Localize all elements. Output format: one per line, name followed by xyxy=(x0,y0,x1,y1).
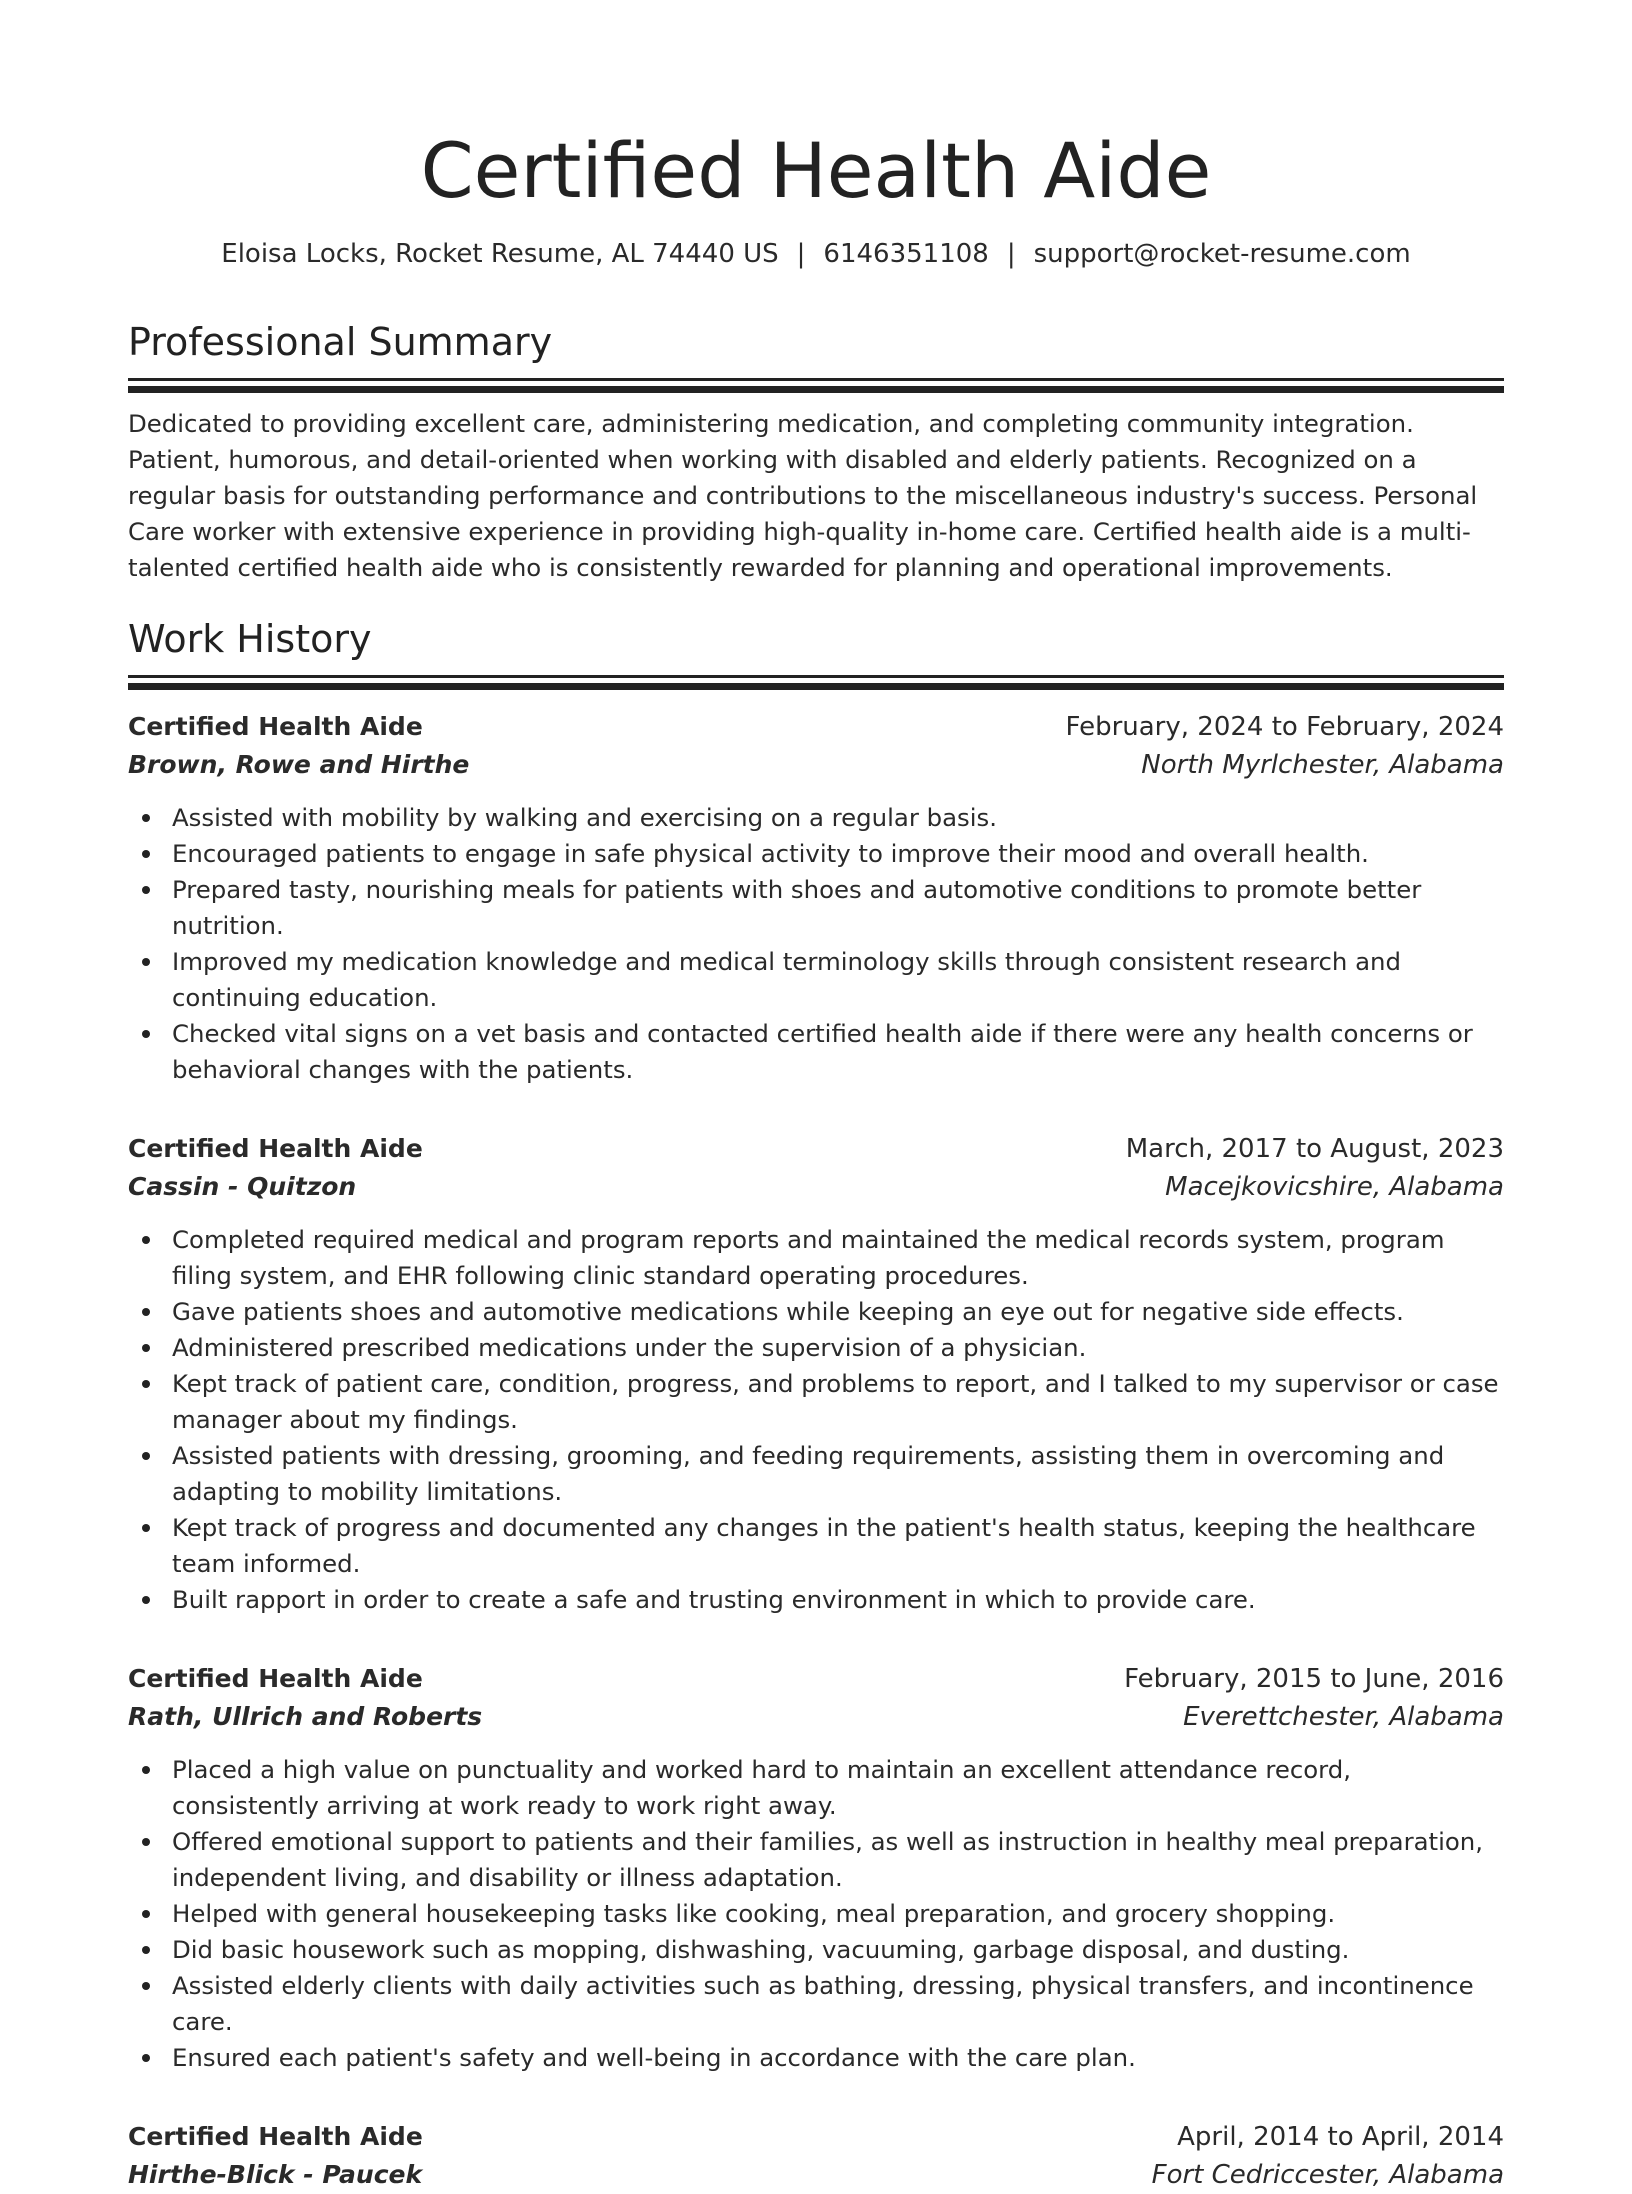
bullet-icon xyxy=(142,1380,150,1388)
job-bullet-text: Placed a high value on punctuality and worked hard to maintain an excellent attendance record, consistently arriving at work ready to work right away. xyxy=(172,1755,1352,1820)
work-history-section xyxy=(128,616,1504,2194)
job-bullet-text: Offered emotional support to patients and their families, as well as instruction in healthy meal preparation, independent living, and disability or illness adaptation. xyxy=(172,1827,1484,1892)
job-bullet-text: Built rapport in order to create a safe and trusting environment in which to provide care. xyxy=(172,1585,1256,1614)
job-title: Certified Health Aide xyxy=(128,2122,423,2151)
bullet-icon xyxy=(142,1030,150,1038)
bullet-icon xyxy=(142,1452,150,1460)
job-header-row xyxy=(128,1660,1504,1698)
contact-separator: | xyxy=(1006,239,1016,269)
job-bullet xyxy=(172,1366,1504,1438)
professional-summary-section xyxy=(128,319,1504,586)
job-bullet-text: Assisted with mobility by walking and exercising on a regular basis. xyxy=(172,803,997,832)
job-bullet xyxy=(172,1510,1504,1582)
job-employer-row xyxy=(128,2156,1504,2194)
job-location: Everettchester, Alabama xyxy=(1183,1702,1504,1732)
job-employer: Brown, Rowe and Hirthe xyxy=(128,750,470,779)
section-heading: Professional Summary xyxy=(128,320,553,364)
bullet-icon xyxy=(142,1910,150,1918)
contact-phone: 6146351108 xyxy=(823,239,989,269)
job-employer: Cassin - Quitzon xyxy=(128,1172,357,1201)
job-bullet-text: Kept track of patient care, condition, progress, and problems to report, and I talked to my supervisor or case manager about my findings. xyxy=(172,1369,1499,1434)
job-dates: February, 2024 to February, 2024 xyxy=(1065,712,1504,742)
job-bullet-text: Assisted elderly clients with daily activities such as bathing, dressing, physical transfers, and incontinence care. xyxy=(172,1971,1474,2036)
bullet-icon xyxy=(142,1982,150,1990)
section-divider xyxy=(128,378,1504,381)
job-entry xyxy=(128,708,1504,1088)
section-divider xyxy=(128,675,1504,678)
job-bullet xyxy=(172,1752,1504,1824)
bullet-icon xyxy=(142,886,150,894)
job-bullet-list xyxy=(128,1222,1504,1618)
bullet-icon xyxy=(142,1946,150,1954)
job-employer: Rath, Ullrich and Roberts xyxy=(128,1702,483,1731)
job-bullet-text: Prepared tasty, nourishing meals for patients with shoes and automotive conditions to promote better nutrition. xyxy=(172,875,1422,940)
job-dates: April, 2014 to April, 2014 xyxy=(1177,2122,1504,2152)
job-bullet-text: Did basic housework such as mopping, dishwashing, vacuuming, garbage disposal, and dusting. xyxy=(172,1935,1350,1964)
bullet-icon xyxy=(142,1596,150,1604)
job-header-row xyxy=(128,1130,1504,1168)
bullet-icon xyxy=(142,850,150,858)
bullet-icon xyxy=(142,814,150,822)
job-bullet-text: Gave patients shoes and automotive medications while keeping an eye out for negative side effects. xyxy=(172,1297,1404,1326)
job-employer: Hirthe-Blick - Paucek xyxy=(128,2160,423,2189)
job-dates: March, 2017 to August, 2023 xyxy=(1125,1134,1504,1164)
section-divider-thick xyxy=(128,683,1504,690)
contact-line xyxy=(128,237,1504,271)
job-header-row xyxy=(128,708,1504,746)
bullet-icon xyxy=(142,2054,150,2062)
job-title: Certified Health Aide xyxy=(128,1664,423,1693)
job-bullet-text: Helped with general housekeeping tasks like cooking, meal preparation, and grocery shopping. xyxy=(172,1899,1336,1928)
job-location: North Myrlchester, Alabama xyxy=(1141,750,1504,780)
job-list xyxy=(128,708,1504,2194)
job-title: Certified Health Aide xyxy=(128,712,423,741)
job-entry xyxy=(128,2118,1504,2194)
job-bullet xyxy=(172,872,1504,944)
job-bullet xyxy=(172,1968,1504,2040)
job-bullet xyxy=(172,1330,1504,1366)
job-dates: February, 2015 to June, 2016 xyxy=(1124,1664,1504,1694)
job-bullet-text: Ensured each patient's safety and well-being in accordance with the care plan. xyxy=(172,2043,1136,2072)
bullet-icon xyxy=(142,958,150,966)
job-bullet-text: Encouraged patients to engage in safe physical activity to improve their mood and overall health. xyxy=(172,839,1369,868)
contact-separator: | xyxy=(796,239,806,269)
contact-address: Eloisa Locks, Rocket Resume, AL 74440 US xyxy=(221,239,779,269)
job-employer-row xyxy=(128,1698,1504,1736)
job-bullet xyxy=(172,1896,1504,1932)
job-bullet xyxy=(172,1932,1504,1968)
job-location: Fort Cedriccester, Alabama xyxy=(1151,2160,1504,2190)
job-bullet xyxy=(172,2040,1504,2076)
job-employer-row xyxy=(128,1168,1504,1206)
bullet-icon xyxy=(142,1838,150,1846)
job-header-row xyxy=(128,2118,1504,2156)
bullet-icon xyxy=(142,1344,150,1352)
job-bullet xyxy=(172,836,1504,872)
summary-text: Dedicated to providing excellent care, administering medication, and completing community integration. Patient, humorous, and detail-oriented when working with disabled and elderly patients. Recognized on a regular basis for outstanding performance and contributions to the miscellaneous industry's success. Personal Care worker with extensive experience in providing high-quality in-home care. Certified health aide is a multi-talented certified health aide who is consistently rewarded for planning and operational improvements. xyxy=(128,409,1478,582)
job-bullet xyxy=(172,944,1504,1016)
bullet-icon xyxy=(142,1236,150,1244)
job-bullet-text: Checked vital signs on a vet basis and contacted certified health aide if there were any health concerns or behavioral changes with the patients. xyxy=(172,1019,1473,1084)
resume-page xyxy=(128,0,1504,2194)
job-bullet-list xyxy=(128,800,1504,1088)
job-bullet xyxy=(172,1582,1504,1618)
contact-email: support@rocket-resume.com xyxy=(1033,239,1411,269)
job-bullet-text: Completed required medical and program reports and maintained the medical records system, program filing system, and EHR following clinic standard operating procedures. xyxy=(172,1225,1445,1290)
job-bullet-text: Kept track of progress and documented any changes in the patient's health status, keeping the healthcare team informed. xyxy=(172,1513,1476,1578)
job-location: Macejkovicshire, Alabama xyxy=(1165,1172,1504,1202)
section-divider-thick xyxy=(128,386,1504,393)
section-heading: Work History xyxy=(128,617,372,661)
job-bullet-list xyxy=(128,1752,1504,2076)
job-employer-row xyxy=(128,746,1504,784)
job-entry xyxy=(128,1130,1504,1618)
job-bullet xyxy=(172,800,1504,836)
job-bullet-text: Administered prescribed medications under the supervision of a physician. xyxy=(172,1333,1087,1362)
job-bullet-text: Assisted patients with dressing, grooming, and feeding requirements, assisting them in overcoming and adapting to mobility limitations. xyxy=(172,1441,1445,1506)
job-title: Certified Health Aide xyxy=(128,1134,423,1163)
job-bullet xyxy=(172,1824,1504,1896)
job-entry xyxy=(128,1660,1504,2076)
job-bullet-text: Improved my medication knowledge and medical terminology skills through consistent research and continuing education. xyxy=(172,947,1401,1012)
bullet-icon xyxy=(142,1308,150,1316)
bullet-icon xyxy=(142,1766,150,1774)
job-bullet xyxy=(172,1222,1504,1294)
job-bullet xyxy=(172,1016,1504,1088)
resume-title: Certified Health Aide xyxy=(420,126,1212,215)
job-bullet xyxy=(172,1294,1504,1330)
job-bullet xyxy=(172,1438,1504,1510)
bullet-icon xyxy=(142,1524,150,1532)
